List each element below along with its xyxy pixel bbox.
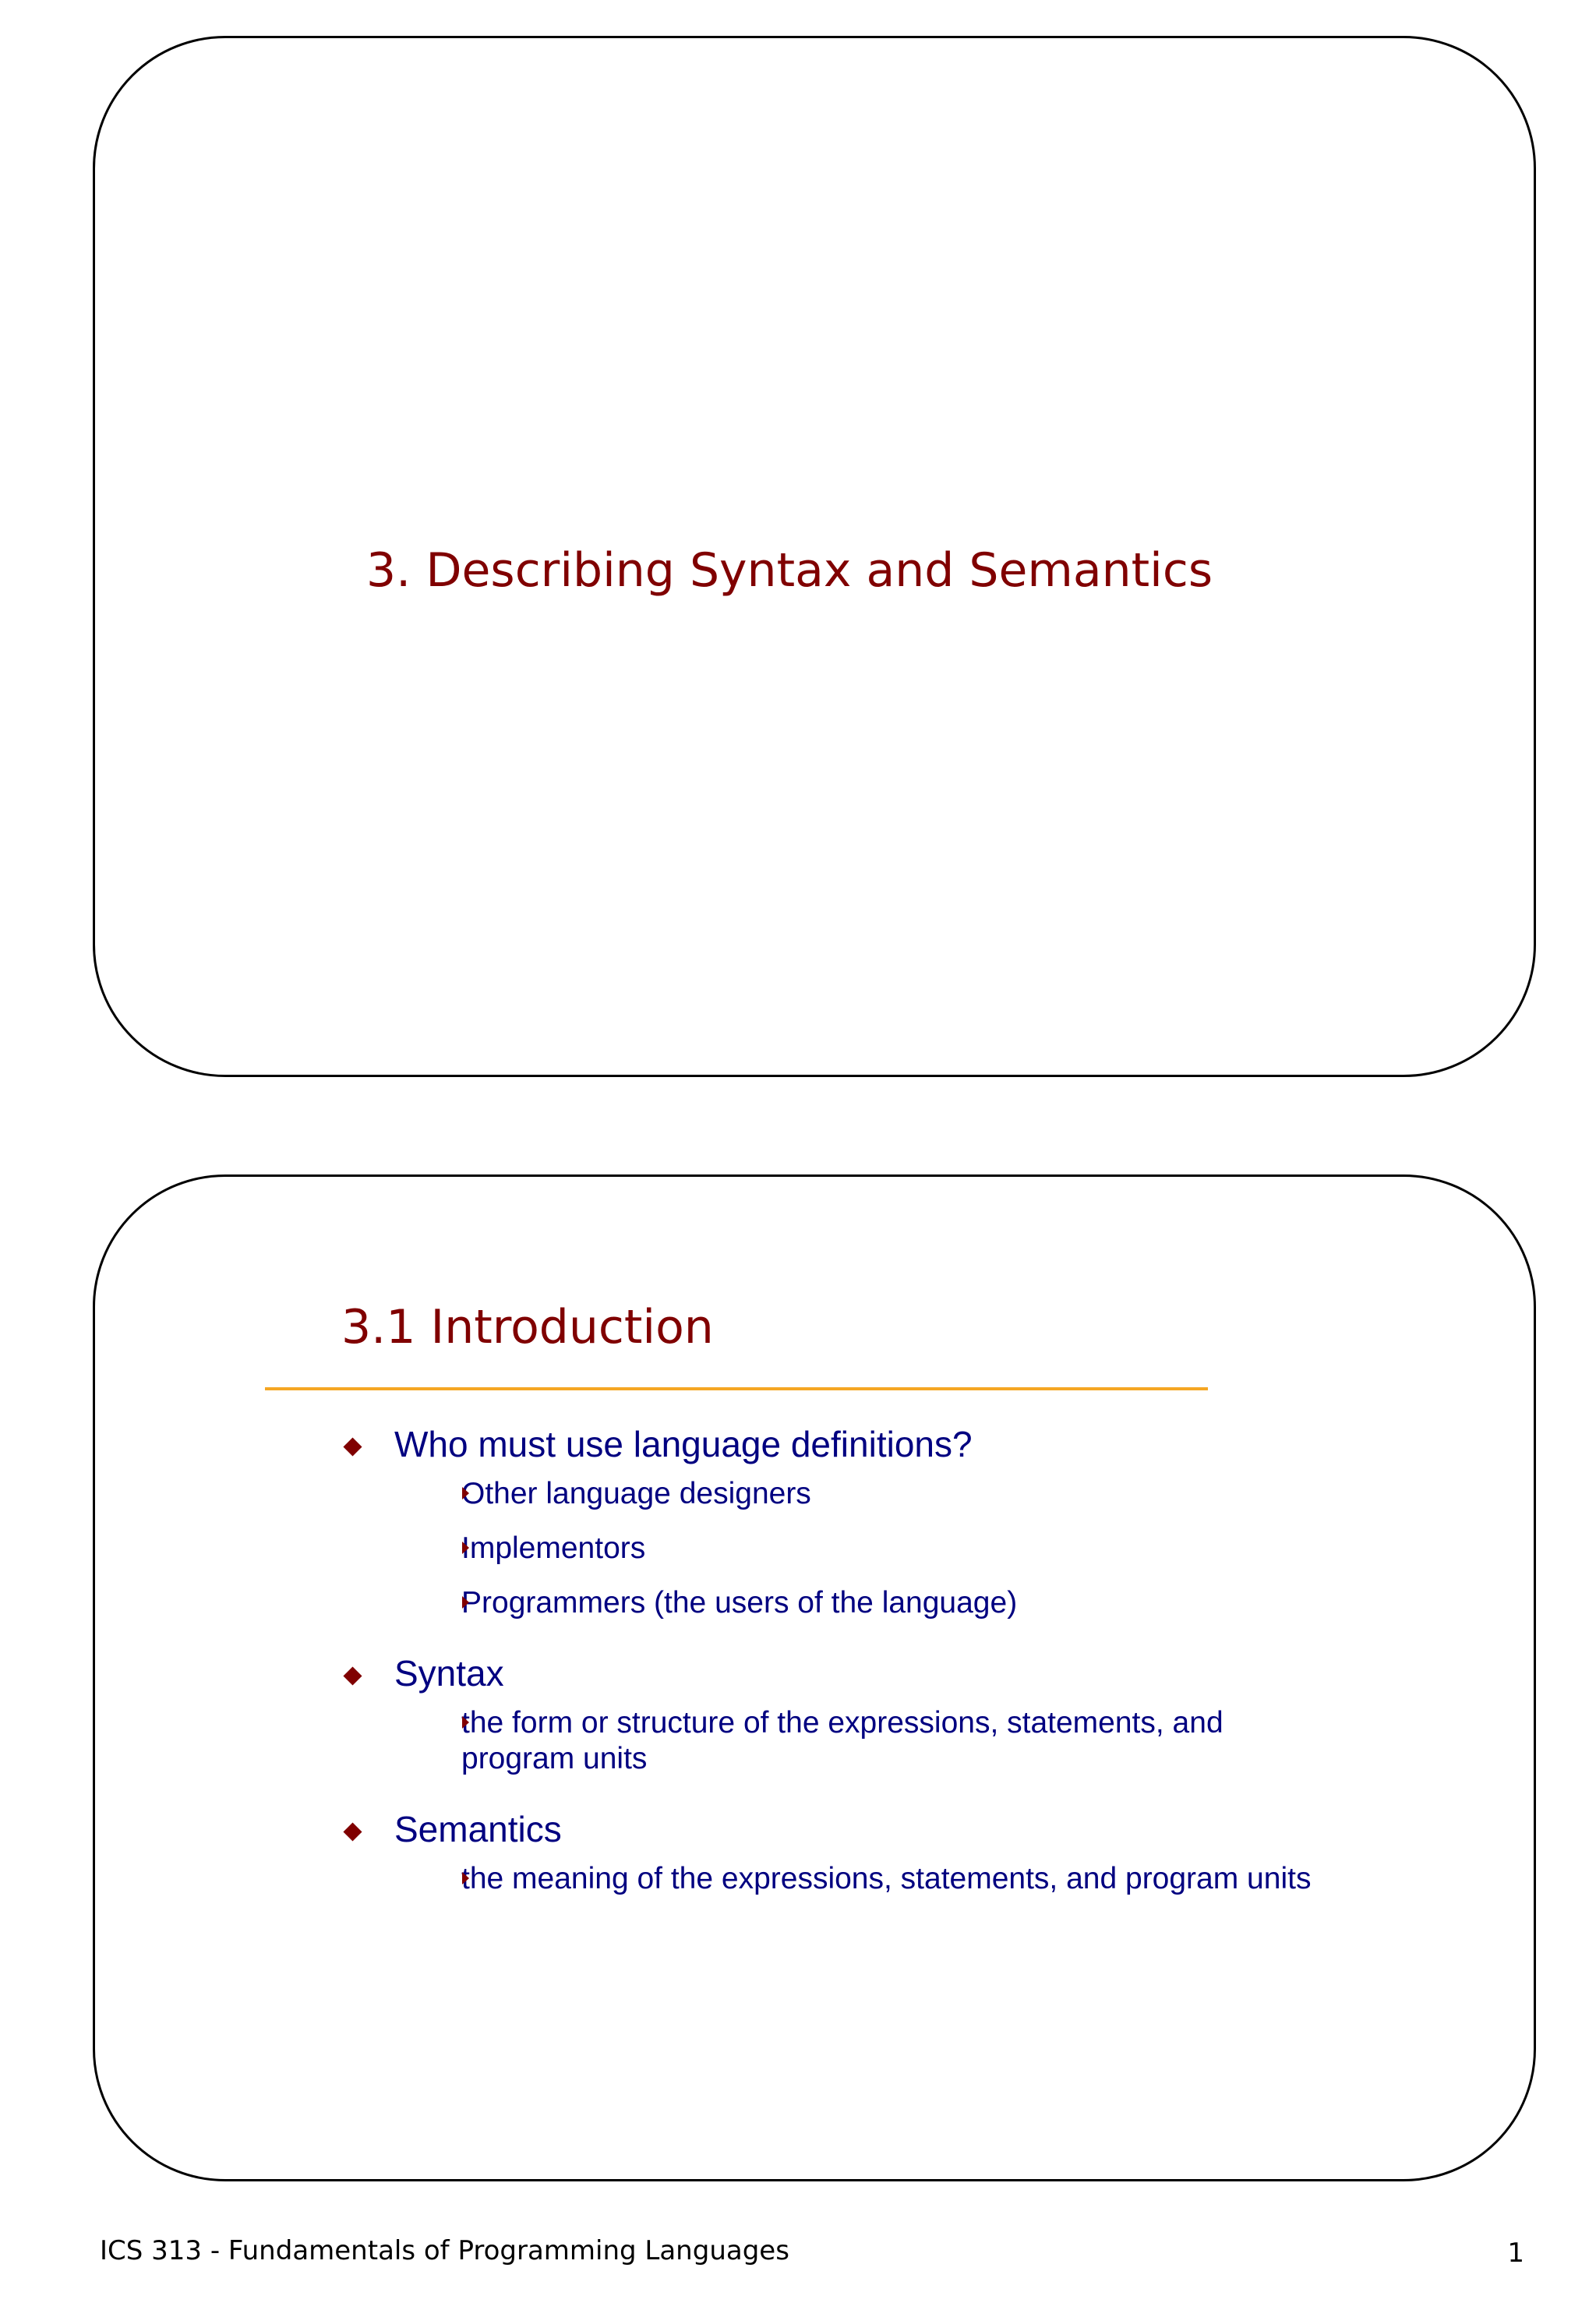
sub-bullet-item	[394, 1585, 1356, 1621]
footer-course-name: ICS 313 - Fundamentals of Programming Languages	[100, 2235, 789, 2266]
bullet-text: Semantics	[394, 1809, 562, 1849]
sub-bullet-item	[394, 1861, 1356, 1897]
sub-bullet-text: the form or structure of the expressions, statements, and program units	[461, 1706, 1223, 1775]
triangle-bullet-icon	[462, 1716, 469, 1729]
triangle-bullet-icon	[462, 1487, 469, 1499]
bullet-text: Syntax	[394, 1653, 504, 1694]
bullet-item	[343, 1805, 1356, 1897]
bullet-item	[343, 1420, 1356, 1621]
page-number: 1	[1507, 2238, 1524, 2269]
diamond-bullet-icon	[343, 1666, 362, 1685]
sub-bullet-item	[394, 1476, 1356, 1512]
triangle-bullet-icon	[462, 1872, 469, 1884]
diamond-bullet-icon	[343, 1822, 362, 1841]
diamond-bullet-icon	[343, 1437, 362, 1456]
sub-bullet-item	[394, 1531, 1356, 1566]
sub-bullet-text: the meaning of the expressions, statements, and program units	[461, 1862, 1312, 1895]
bullet-text: Who must use language definitions?	[394, 1424, 973, 1464]
sub-bullet-text: Programmers (the users of the language)	[461, 1586, 1018, 1619]
sub-bullet-list	[394, 1705, 1356, 1777]
sub-bullet-text: Other language designers	[461, 1477, 811, 1510]
slide-1-title: 3. Describing Syntax and Semantics	[366, 543, 1213, 598]
bullet-list	[343, 1420, 1356, 1925]
sub-bullet-list	[394, 1861, 1356, 1897]
triangle-bullet-icon	[462, 1542, 469, 1554]
bullet-item	[343, 1649, 1356, 1777]
slide-2-title: 3.1 Introduction	[341, 1300, 714, 1355]
triangle-bullet-icon	[462, 1596, 469, 1609]
sub-bullet-list	[394, 1476, 1356, 1621]
sub-bullet-item	[394, 1705, 1356, 1777]
sub-bullet-text: Implementors	[461, 1531, 646, 1565]
title-underline-rule	[265, 1387, 1208, 1390]
